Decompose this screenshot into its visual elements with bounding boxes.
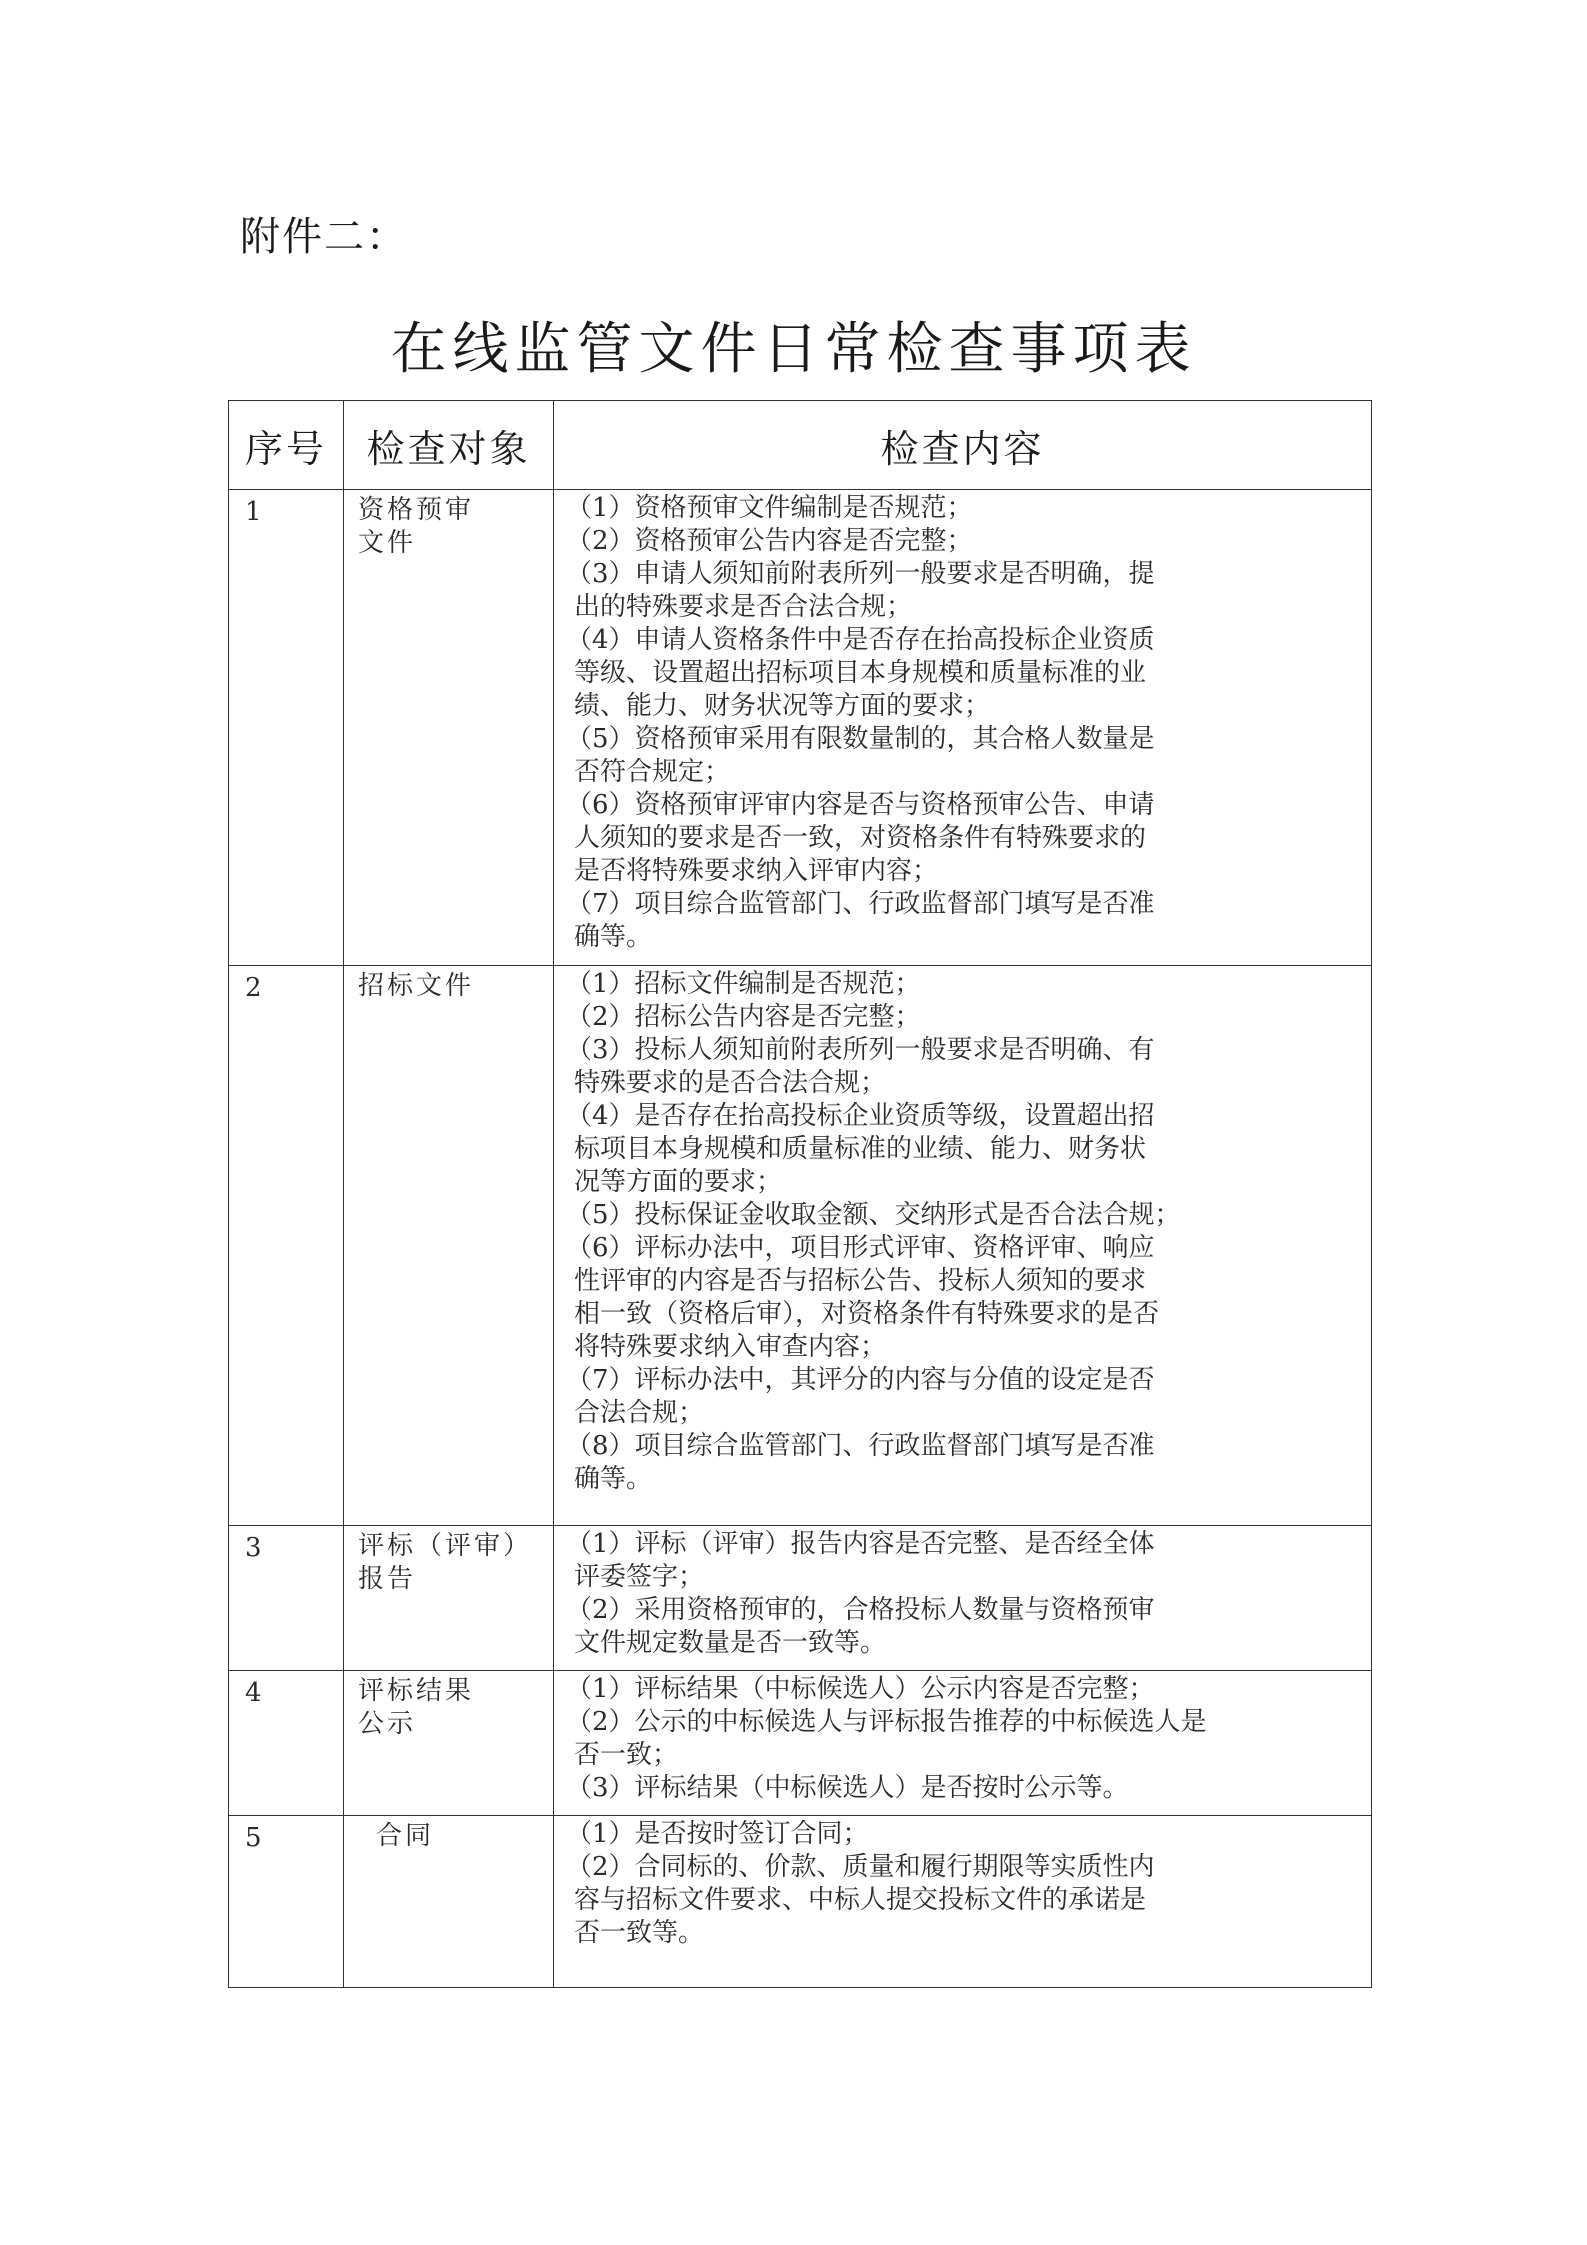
- object-line: 招标文件: [358, 971, 475, 1001]
- content-line: （1）招标文件编制是否规范；: [566, 969, 921, 999]
- row-index: 4: [229, 1671, 344, 1816]
- content-line: 确等。: [574, 922, 653, 952]
- object-line: 评标结果: [358, 1676, 475, 1706]
- content-line: （5）资格预审采用有限数量制的，其合格人数量是: [566, 724, 1155, 754]
- content-line: （3）投标人须知前附表所列一般要求是否明确、有: [566, 1035, 1155, 1065]
- header-object: 检查对象: [344, 401, 554, 490]
- row-index: 3: [229, 1526, 344, 1671]
- header-index: 序号: [229, 401, 344, 490]
- table-row: [229, 1526, 1372, 1671]
- content-line: （1）资格预审文件编制是否规范；: [566, 493, 973, 523]
- content-line: 否符合规定；: [574, 757, 731, 787]
- content-line: （1）评标结果（中标候选人）公示内容是否完整；: [566, 1674, 1155, 1704]
- content-line: （8）项目综合监管部门、行政监督部门填写是否准: [566, 1431, 1155, 1461]
- row-index: 2: [229, 966, 344, 1526]
- content-line: （4）申请人资格条件中是否存在抬高投标企业资质: [566, 625, 1155, 655]
- row-content: [554, 490, 1372, 966]
- content-line: 否一致；: [574, 1740, 679, 1770]
- row-object: [344, 966, 554, 1526]
- inspection-table: [228, 400, 1372, 1988]
- table-row: [229, 1671, 1372, 1816]
- object-line: 资格预审: [358, 495, 475, 525]
- content-line: （7）项目综合监管部门、行政监督部门填写是否准: [566, 889, 1155, 919]
- content-line: 相一致（资格后审），对资格条件有特殊要求的是否: [574, 1299, 1160, 1329]
- row-index: 5: [229, 1816, 344, 1988]
- content-line: （5）投标保证金收取金额、交纳形式是否合法合规；: [566, 1200, 1181, 1230]
- object-line: 公示: [358, 1709, 417, 1739]
- attachment-label: 附件二：: [240, 214, 408, 260]
- content-line: 等级、设置超出招标项目本身规模和质量标准的业: [574, 658, 1147, 688]
- content-line: 将特殊要求纳入审查内容；: [574, 1332, 887, 1362]
- content-line: 确等。: [574, 1464, 653, 1494]
- table-row: [229, 490, 1372, 966]
- content-line: （6）资格预审评审内容是否与资格预审公告、申请: [566, 790, 1155, 820]
- content-line: （2）资格预审公告内容是否完整；: [566, 526, 973, 556]
- row-content: [554, 1671, 1372, 1816]
- content-line: （1）评标（评审）报告内容是否完整、是否经全体: [566, 1529, 1155, 1559]
- content-line: （2）采用资格预审的，合格投标人数量与资格预审: [566, 1595, 1155, 1625]
- content-line: 是否将特殊要求纳入评审内容；: [574, 856, 939, 886]
- row-object: [344, 1526, 554, 1671]
- content-line: （1）是否按时签订合同；: [566, 1819, 869, 1849]
- row-object: [344, 490, 554, 966]
- content-line: 特殊要求的是否合法合规；: [574, 1068, 887, 1098]
- content-line: （6）评标办法中，项目形式评审、资格评审、响应: [566, 1233, 1155, 1263]
- row-object: [344, 1816, 554, 1988]
- content-line: 合法合规；: [574, 1398, 705, 1428]
- content-line: （2）招标公告内容是否完整；: [566, 1002, 921, 1032]
- content-line: 否一致等。: [574, 1918, 705, 1948]
- content-line: 性评审的内容是否与招标公告、投标人须知的要求: [574, 1266, 1147, 1296]
- content-line: （7）评标办法中，其评分的内容与分值的设定是否: [566, 1365, 1155, 1395]
- content-line: （4）是否存在抬高投标企业资质等级，设置超出招: [566, 1101, 1155, 1131]
- content-line: （2）合同标的、价款、质量和履行期限等实质性内: [566, 1852, 1155, 1882]
- content-line: 绩、能力、财务状况等方面的要求；: [574, 691, 991, 721]
- table-header-row: [229, 401, 1372, 490]
- content-line: 人须知的要求是否一致，对资格条件有特殊要求的: [574, 823, 1147, 853]
- row-content: [554, 1816, 1372, 1988]
- object-line: 文件: [358, 528, 417, 558]
- row-content: [554, 1526, 1372, 1671]
- content-line: 况等方面的要求；: [574, 1167, 783, 1197]
- object-line: 报告: [358, 1564, 417, 1594]
- content-line: （3）评标结果（中标候选人）是否按时公示等。: [566, 1773, 1129, 1803]
- content-line: 容与招标文件要求、中标人提交投标文件的承诺是: [574, 1885, 1147, 1915]
- header-content: 检查内容: [554, 401, 1372, 490]
- content-line: 评委签字；: [574, 1562, 705, 1592]
- content-line: 文件规定数量是否一致等。: [574, 1628, 887, 1658]
- content-line: 出的特殊要求是否合法合规；: [574, 592, 913, 622]
- content-line: （2）公示的中标候选人与评标报告推荐的中标候选人是: [566, 1707, 1207, 1737]
- object-line: 合同: [376, 1821, 435, 1851]
- row-content: [554, 966, 1372, 1526]
- content-line: 标项目本身规模和质量标准的业绩、能力、财务状: [574, 1134, 1147, 1164]
- row-object: [344, 1671, 554, 1816]
- object-line: 评标（评审）: [358, 1531, 533, 1561]
- table-row: [229, 1816, 1372, 1988]
- document-title: 在线监管文件日常检查事项表: [390, 317, 1197, 382]
- table-row: [229, 966, 1372, 1526]
- row-index: 1: [229, 490, 344, 966]
- content-line: （3）申请人须知前附表所列一般要求是否明确，提: [566, 559, 1155, 589]
